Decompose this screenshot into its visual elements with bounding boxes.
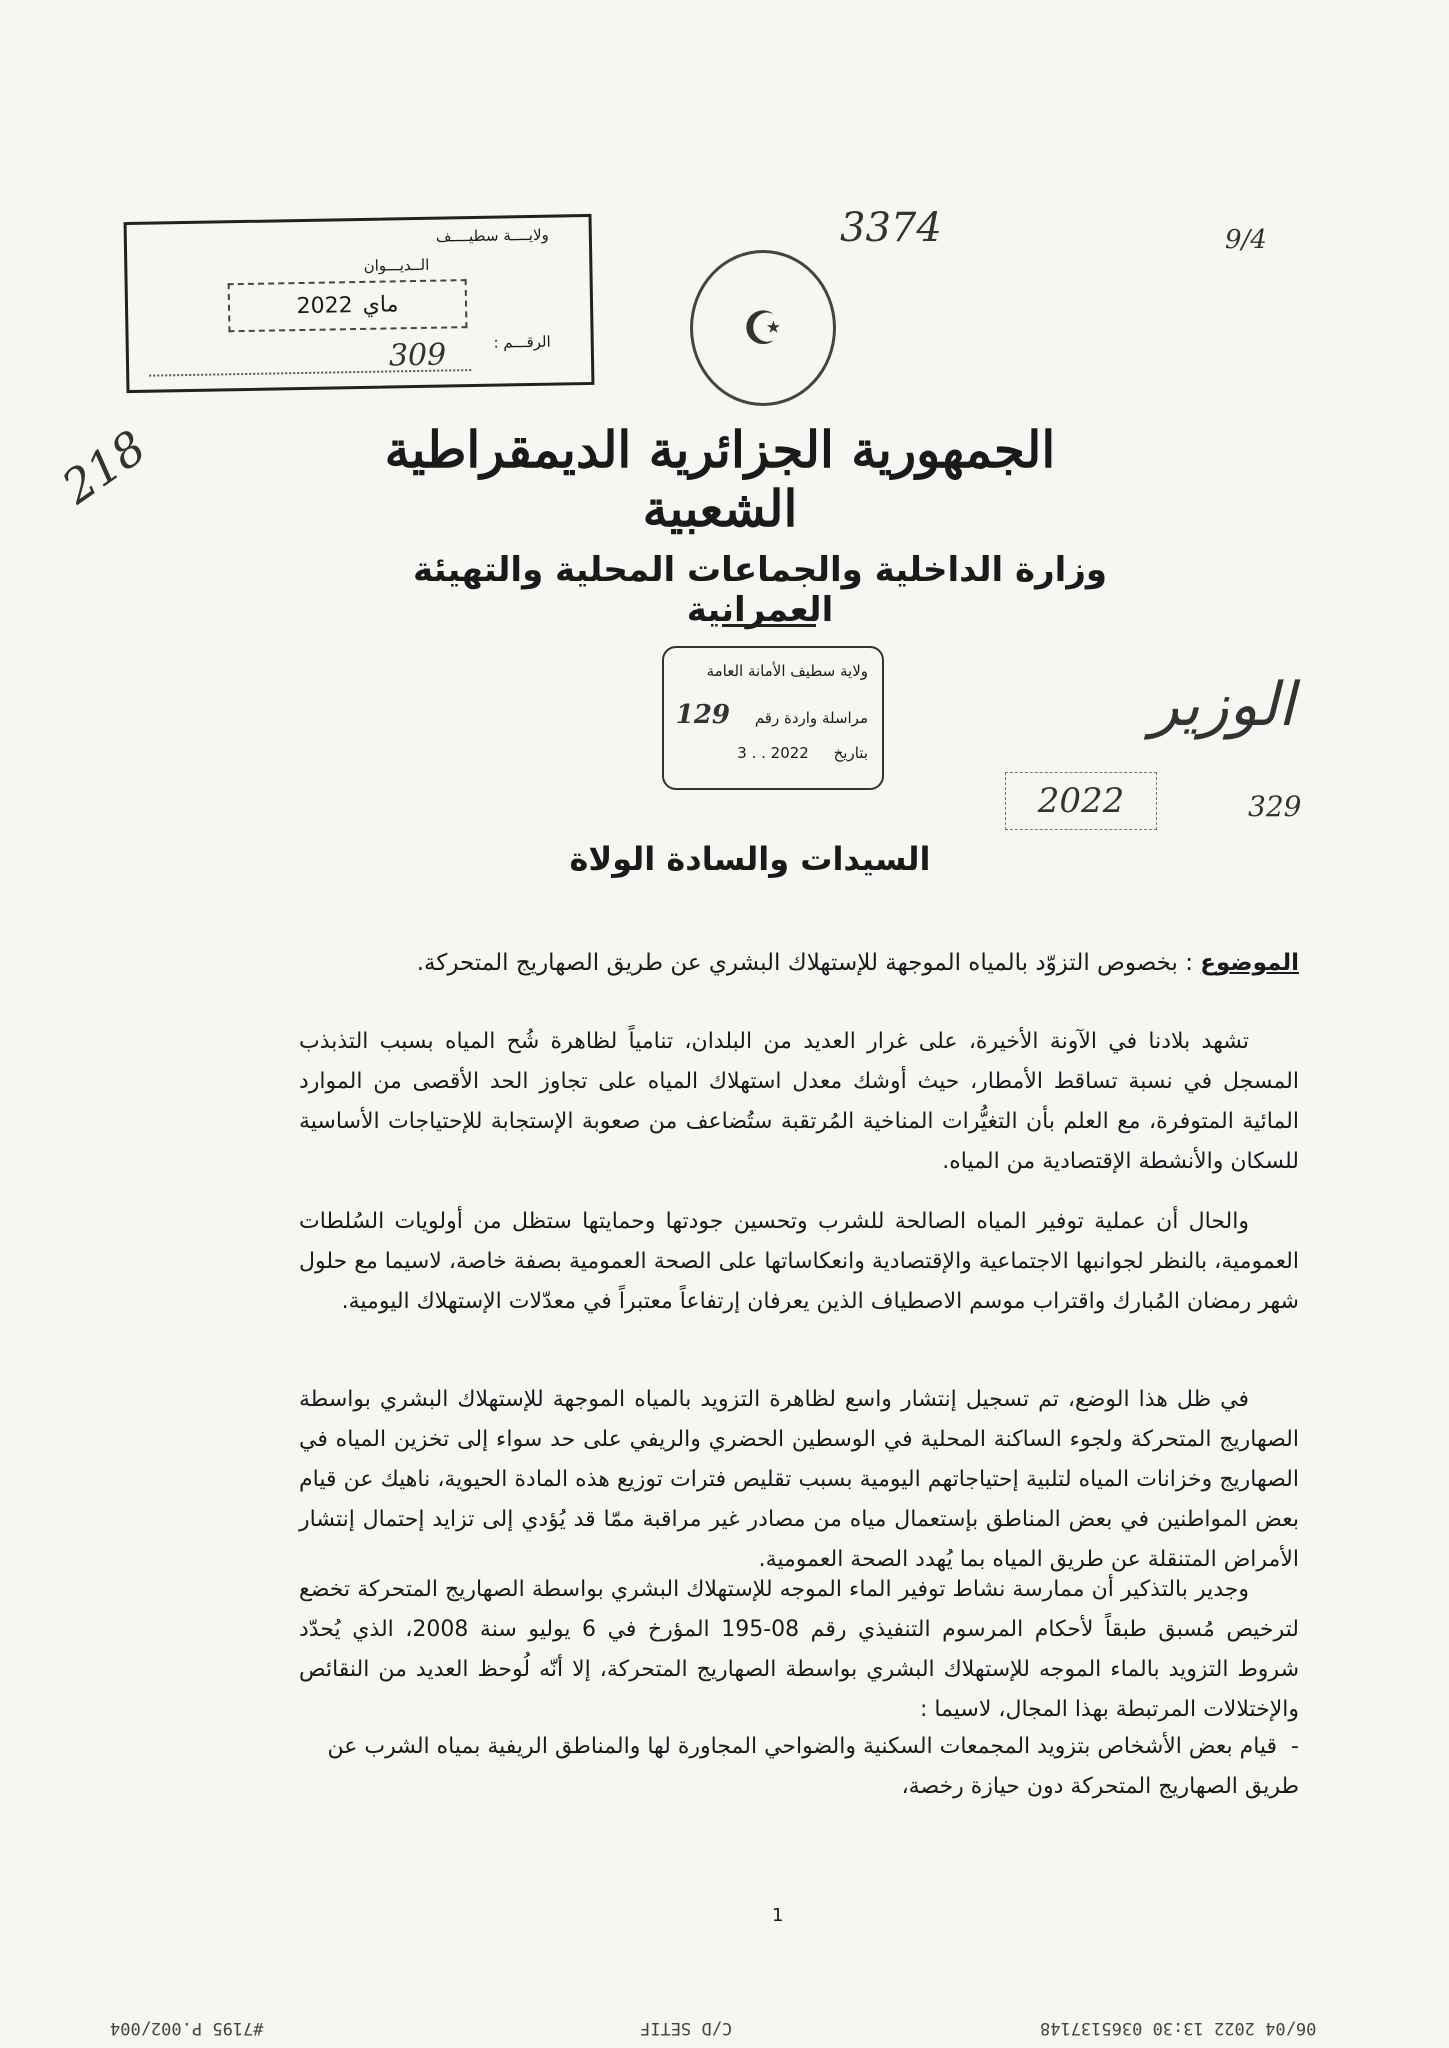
stamp-year: 2022 bbox=[296, 293, 353, 320]
ministry-title: وزارة الداخلية والجماعات المحلية والتهيئة العمرانية bbox=[412, 550, 1108, 630]
paragraph-text: والحال أن عملية توفير المياه الصالحة للشرب وتحسين جودتها وحمايتها ستظل من أولويات السُلطات العمومية، بالنظر لجوانبها الاجتماعية والإقتصادية وانعكاساتها على الصحة العمومية بصفة خاصة، لاسيما مع حلول شهر رمضان المُبارك واقتراب موسم الاصطياف الذين يعرفان إرتفاعاً معتبراً في معدّلات الإستهلاك اليومية. bbox=[299, 1209, 1299, 1314]
stamp-date bbox=[228, 279, 468, 332]
stamp-number-label: الرقـــم : bbox=[493, 332, 551, 352]
divider bbox=[722, 624, 816, 627]
reference-number: 329 bbox=[1248, 790, 1302, 823]
emblem-icon: ☪ bbox=[690, 250, 836, 406]
stamp-number: 309 bbox=[388, 337, 447, 374]
bullet-item bbox=[289, 1727, 1299, 1807]
stamp-wilaya-name: ولايــــة سطيــــف bbox=[435, 225, 549, 246]
paragraph-text: وجدير بالتذكير أن ممارسة نشاط توفير الماء الموجه للإستهلاك البشري بواسطة الصهاريج المتحركة تخضع لترخيص مُسبق طبقاً لأحكام المرسوم التنفيذي رقم 08-195 المؤرخ في 6 يوليو سنة 2008، الذي يُحدّد شروط التزويد بالماء الموجه للإستهلاك البشري بواسطة الصهاريج المتحركة، إلا أنّه لُوحظ العديد من النقائص والإختلالات المرتبطة بهذا المجال، لاسيما : bbox=[299, 1577, 1299, 1722]
paragraph bbox=[299, 1202, 1299, 1322]
paragraph bbox=[299, 1380, 1299, 1580]
minister-title: الوزير bbox=[1150, 670, 1295, 740]
subject-text: : بخصوص التزوّد بالمياه الموجهة للإستهلاك البشري عن طريق الصهاريج المتحركة. bbox=[416, 950, 1193, 976]
reference-year: 2022 bbox=[1005, 772, 1157, 830]
stamp-date-row bbox=[737, 744, 868, 762]
stamp-office-line: ولاية سطيف الأمانة العامة bbox=[706, 662, 868, 680]
page-number: 1 bbox=[772, 1905, 784, 1926]
paragraph-text: تشهد بلادنا في الآونة الأخيرة، على غرار العديد من البلدان، تنامياً لظاهرة شُح المياه بسبب التذبذب المسجل في نسبة تساقط الأمطار، حيث أوشك معدل استهلاك المياه على تجاوز الحد الأقصى من الموارد المائية المتوفرة، مع العلم بأن التغيُّرات المناخية المُرتقبة ستُضاعف من صعوبة الإستجابة للإحتياجات الأساسية للسكان والأنشطة الإقتصادية من المياه. bbox=[299, 1029, 1299, 1174]
fax-footer-sender: C/D SETIF bbox=[640, 2018, 733, 2038]
paragraph bbox=[299, 1570, 1299, 1730]
stamp-incoming-number: 129 bbox=[675, 700, 731, 730]
paragraph bbox=[299, 1022, 1299, 1182]
handwritten-annotation-left: 218 bbox=[52, 419, 156, 515]
bullet-text: قيام بعض الأشخاص بتزويد المجمعات السكنية والضواحي المجاورة لها والمناطق الريفية بمياه الشرب عن طريق الصهاريج المتحركة دون حيازة رخصة، bbox=[327, 1734, 1299, 1799]
fax-footer-datetime: 06/04 2022 13:30 0365137148 bbox=[1040, 2018, 1317, 2038]
incoming-mail-stamp bbox=[662, 646, 884, 790]
stamp-month: ماي bbox=[362, 292, 399, 318]
subject-line bbox=[417, 950, 1299, 976]
addressee: السيدات والسادة الولاة bbox=[569, 840, 931, 878]
stamp-date-value: 2022 . . 3 bbox=[737, 744, 809, 762]
stamp-date-label: بتاريخ bbox=[833, 744, 868, 762]
stamp-incoming-label: مراسلة واردة رقم bbox=[754, 709, 868, 727]
bullet-marker: - bbox=[1277, 1734, 1299, 1759]
wilaya-reception-stamp bbox=[124, 214, 595, 393]
handwritten-number: 3374 bbox=[840, 205, 942, 251]
republic-title: الجمهورية الجزائرية الديمقراطية الشعبية bbox=[384, 420, 1056, 538]
fax-footer-page: #7195 P.002/004 bbox=[110, 2018, 264, 2038]
stamp-office: الــديـــوان bbox=[363, 255, 430, 275]
subject-label: الموضوع bbox=[1200, 950, 1299, 976]
stamp-incoming-row bbox=[676, 700, 868, 730]
paragraph-text: في ظل هذا الوضع، تم تسجيل إنتشار واسع لظاهرة التزويد بالمياه الموجهة للإستهلاك البشري بواسطة الصهاريج المتحركة ولجوء الساكنة المحلية في الوسطين الحضري والريفي على حد سواء إلى تخزين المياه في الصهاريج وخزانات المياه لتلبية إحتياجاتهم اليومية بسبب تقليص فترات توزيع هذه المادة الحيوية، ناهيك عن قيام بعض المواطنين في بعض المناطق بإستعمال مياه من مصادر غير مراقبة ممّا قد يُؤدي إلى تزايد إحتمال إنتشار الأمراض المتنقلة عن طريق المياه بما يُهدد الصحة العمومية. bbox=[299, 1387, 1299, 1572]
handwritten-annotation-top-right: 9/4 bbox=[1225, 225, 1267, 255]
